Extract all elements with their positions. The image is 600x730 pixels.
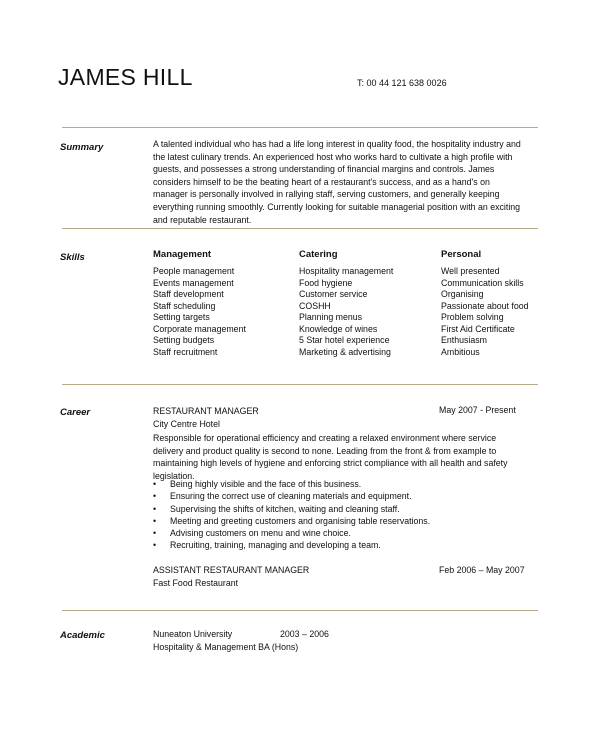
skills-column-heading: Management [153, 249, 212, 260]
section-divider [62, 610, 538, 611]
skill-item: Problem solving [441, 312, 504, 322]
skill-item: Events management [153, 277, 234, 288]
candidate-name: JAMES HILL [58, 64, 193, 90]
skill-item: First Aid Certificate [441, 323, 515, 334]
bullet-icon: • [153, 515, 157, 526]
list-item [153, 515, 430, 527]
skills-column-heading: Personal [441, 249, 482, 260]
skill-item: Staff recruitment [153, 346, 218, 357]
skill-item: Staff scheduling [153, 300, 216, 311]
academic-label: Academic [60, 630, 105, 641]
career-label: Career [60, 407, 91, 418]
summary-label: Summary [60, 142, 104, 153]
bullet-icon: • [153, 528, 157, 539]
skill-item: Setting budgets [153, 335, 215, 345]
phone-number: T: 00 44 121 638 0026 [357, 78, 447, 88]
list-item-text: Recruiting, training, managing and developing a team. [170, 540, 381, 551]
list-item [153, 539, 430, 551]
skill-item: Enthusiasm [441, 335, 487, 345]
summary-text: A talented individual who has had a life long interest in quality food, the hospitality industry and the latest culinary trends. An experienced host who works hard to cultivate a high profile with guests, and possesses a strong understanding of financial margins and controls. James considers himself to be the beating heart of a restaurant's success, and as a hand's on manager is personally involved in rallying staff, serving customers, and generally keeping everything running smoothly. Currently looking for suitable managerial position with an exciting and reputable restaurant. [153, 139, 521, 225]
job-dates: Feb 2006 – May 2007 [439, 565, 525, 575]
list-item-text: Being highly visible and the face of this business. [170, 479, 362, 489]
job-responsibilities-list [153, 478, 430, 552]
degree-name: Hospitality & Management BA (Hons) [153, 642, 299, 652]
skill-item: Food hygiene [299, 277, 353, 288]
list-item [153, 490, 430, 502]
company-name: Fast Food Restaurant [153, 578, 239, 588]
job-description: Responsible for operational efficiency and creating a relaxed environment where service delivery and product quality is second to none. Leading from the front & from example to maintaining high levels of hygiene and enforcing strict compliance with all health and safety legislation. [153, 433, 508, 481]
skill-item: Well presented [441, 266, 500, 276]
skill-item: Organising [441, 289, 484, 299]
job-dates: May 2007 - Present [439, 405, 516, 415]
skill-item: Setting targets [153, 312, 210, 322]
skill-item: Marketing & advertising [299, 346, 391, 357]
section-divider [62, 384, 538, 385]
list-item-text: Ensuring the correct use of cleaning materials and equipment. [170, 491, 412, 502]
job-title: ASSISTANT RESTAURANT MANAGER [153, 565, 310, 575]
list-item-text: Advising customers on menu and wine choice. [170, 528, 351, 539]
academic-years: 2003 – 2006 [280, 629, 329, 639]
list-item [153, 527, 430, 539]
list-item [153, 503, 430, 515]
skill-item: Corporate management [153, 323, 246, 334]
skills-column-personal [441, 249, 529, 358]
skill-item: 5 Star hotel experience [299, 335, 390, 345]
bullet-icon: • [153, 491, 157, 502]
skill-item: COSHH [299, 300, 331, 311]
skills-label: Skills [60, 252, 85, 263]
job-title: RESTAURANT MANAGER [153, 406, 259, 416]
list-item [153, 478, 430, 490]
section-divider [62, 127, 538, 128]
skills-column-heading: Catering [299, 249, 338, 260]
skill-item: People management [153, 266, 235, 276]
skills-column-management [153, 249, 246, 358]
company-name: City Centre Hotel [153, 419, 220, 429]
skill-item: Knowledge of wines [299, 323, 378, 334]
bullet-icon: • [153, 503, 157, 514]
list-item-text: Supervising the shifts of kitchen, waiting and cleaning staff. [170, 503, 400, 514]
skill-item: Staff development [153, 289, 224, 299]
section-divider [62, 228, 538, 229]
skill-item: Communication skills [441, 277, 524, 288]
skill-item: Hospitality management [299, 266, 394, 276]
skill-item: Ambitious [441, 346, 480, 357]
skill-item: Planning menus [299, 312, 363, 322]
skills-column-catering [299, 249, 393, 358]
bullet-icon: • [153, 540, 157, 551]
institution-name: Nuneaton University [153, 629, 233, 639]
bullet-icon: • [153, 479, 157, 489]
skill-item: Passionate about food [441, 300, 529, 311]
skill-item: Customer service [299, 289, 368, 299]
list-item-text: Meeting and greeting customers and organising table reservations. [170, 515, 431, 526]
